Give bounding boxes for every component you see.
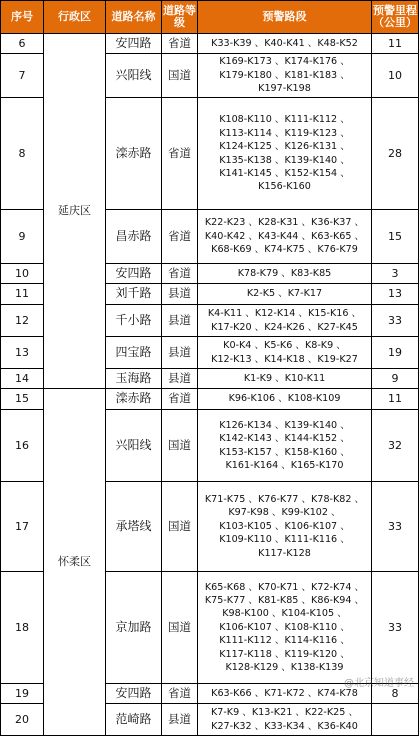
row-road-grade: 省道: [162, 389, 198, 410]
row-warning-segments: [198, 305, 372, 337]
segment-line: K12-K13 、K14-K18 、K19-K27: [211, 353, 358, 365]
segment-line: K106-K107 、K108-K110 、: [219, 621, 350, 633]
row-road-name: 兴阳线: [106, 54, 162, 98]
segment-line: K197-K198: [258, 83, 311, 95]
row-road-name: 承塔线: [106, 482, 162, 572]
table-body: [1, 34, 419, 736]
row-road-grade: 县道: [162, 305, 198, 337]
row-warning-length: 32: [372, 410, 419, 482]
segment-line: K40-K42 、K43-K44 、K63-K65 、: [204, 230, 365, 242]
header-district: 行政区: [44, 1, 106, 34]
row-road-name: 滦赤路: [106, 98, 162, 210]
table-header-row: [1, 1, 419, 34]
row-seq: 17: [1, 482, 44, 572]
district-cell-huairou: 怀柔区: [44, 389, 106, 736]
row-road-grade: 国道: [162, 410, 198, 482]
row-road-grade: 省道: [162, 684, 198, 704]
segment-line: K65-K68 、K70-K71 、K72-K74 、: [204, 581, 365, 593]
segment-line: K103-K105 、K106-K107 、: [219, 520, 350, 532]
segment-line: K7-K9 、K13-K21 、K22-K25 、: [210, 707, 359, 719]
row-seq: 12: [1, 305, 44, 337]
segment-line: K0-K4 、K5-K6 、K8-K9 、: [223, 340, 346, 352]
row-warning-length: 3: [372, 264, 419, 284]
row-road-grade: 县道: [162, 369, 198, 389]
header-seq: 序号: [1, 1, 44, 34]
segment-line: K22-K23 、K28-K31 、K36-K37 、: [204, 217, 365, 229]
row-warning-length: 11: [372, 389, 419, 410]
row-seq: 11: [1, 284, 44, 305]
row-seq: 16: [1, 410, 44, 482]
row-road-grade: 省道: [162, 34, 198, 54]
row-road-name: 京加路: [106, 572, 162, 684]
row-road-name: 昌赤路: [106, 210, 162, 264]
row-road-grade: 省道: [162, 210, 198, 264]
segment-line: K179-K180 、K181-K183 、: [219, 69, 350, 81]
row-road-grade: 国道: [162, 572, 198, 684]
row-warning-length: 28: [372, 98, 419, 210]
row-road-name: 范崎路: [106, 704, 162, 736]
row-warning-length: 33: [372, 482, 419, 572]
row-warning-segments: [198, 410, 372, 482]
row-road-grade: 县道: [162, 337, 198, 369]
segment-line: K75-K77 、K81-K85 、K86-K94 、: [204, 594, 365, 606]
row-warning-segments: [198, 337, 372, 369]
row-seq: 14: [1, 369, 44, 389]
segment-line: K111-K112 、K114-K116 、: [219, 635, 350, 647]
row-warning-segments: [198, 369, 372, 389]
table-row: [1, 34, 419, 54]
segment-line: K135-K138 、K139-K140 、: [219, 154, 350, 166]
row-warning-length: 33: [372, 572, 419, 684]
segment-line: K1-K9 、K10-K11: [243, 372, 326, 384]
row-seq: 13: [1, 337, 44, 369]
row-warning-length: 10: [372, 54, 419, 98]
district-cell-yanqing: 延庆区: [44, 34, 106, 389]
row-seq: 20: [1, 704, 44, 736]
row-warning-length: 8: [372, 684, 419, 704]
row-warning-segments: [198, 572, 372, 684]
header-grade: 道路等级: [162, 1, 198, 34]
row-seq: 6: [1, 34, 44, 54]
row-seq: 18: [1, 572, 44, 684]
row-warning-segments: [198, 98, 372, 210]
segment-line: K142-K143 、K144-K152 、: [219, 433, 350, 445]
segment-line: K68-K69 、K74-K75 、K76-K79: [211, 244, 358, 256]
row-seq: 8: [1, 98, 44, 210]
table-row: [1, 389, 419, 410]
row-road-grade: 县道: [162, 284, 198, 305]
row-road-grade: 省道: [162, 264, 198, 284]
header-segments: 预警路段: [198, 1, 372, 34]
row-road-name: 安四路: [106, 34, 162, 54]
row-road-name: 四宝路: [106, 337, 162, 369]
segment-line: K33-K39 、K40-K41 、K48-K52: [211, 37, 358, 49]
segment-line: K78-K79 、K83-K85: [237, 267, 332, 279]
segment-line: K141-K145 、K152-K154 、: [219, 167, 350, 179]
row-warning-length: 11: [372, 34, 419, 54]
row-warning-length: 33: [372, 305, 419, 337]
segment-line: K124-K125 、K126-K131 、: [219, 141, 350, 153]
header-length: 预警里程（公里）: [372, 1, 419, 34]
row-road-name: 安四路: [106, 684, 162, 704]
row-warning-length: 15: [372, 210, 419, 264]
row-seq: 15: [1, 389, 44, 410]
row-warning-segments: [198, 210, 372, 264]
row-road-grade: 县道: [162, 704, 198, 736]
row-road-grade: 国道: [162, 54, 198, 98]
segment-line: K153-K157 、K158-K160 、: [219, 446, 350, 458]
row-seq: 19: [1, 684, 44, 704]
segment-line: K2-K5 、K7-K17: [246, 288, 323, 300]
segment-line: K169-K173 、K174-K176 、: [219, 56, 350, 68]
row-warning-length: 9: [372, 369, 419, 389]
segment-line: K117-K118 、K119-K120 、: [219, 648, 350, 660]
segment-line: K156-K160: [258, 181, 311, 193]
segment-line: K161-K164 、K165-K170: [225, 459, 344, 471]
segment-line: K113-K114 、K119-K123 、: [219, 127, 350, 139]
row-road-grade: 省道: [162, 98, 198, 210]
segment-line: K71-K75 、K76-K77 、K78-K82 、: [204, 493, 365, 505]
segment-line: K96-K106 、K108-K109: [228, 393, 341, 405]
row-road-name: 安四路: [106, 264, 162, 284]
segment-line: K17-K20 、K24-K26 、K27-K45: [211, 321, 358, 333]
row-seq: 7: [1, 54, 44, 98]
row-warning-segments: [198, 704, 372, 736]
segment-line: K126-K134 、K139-K140 、: [219, 419, 350, 431]
row-seq: 9: [1, 210, 44, 264]
row-road-name: 滦赤路: [106, 389, 162, 410]
segment-line: K27-K32 、K33-K34 、K36-K40: [211, 720, 358, 732]
segment-line: K128-K129 、K138-K139: [225, 662, 344, 674]
header-road: 道路名称: [106, 1, 162, 34]
row-warning-segments: [198, 34, 372, 54]
watermark: @北京知道事经: [344, 678, 414, 689]
segment-line: K108-K110 、K111-K112 、: [219, 114, 350, 126]
row-road-name: 玉海路: [106, 369, 162, 389]
row-warning-length: 19: [372, 337, 419, 369]
row-seq: 10: [1, 264, 44, 284]
segment-line: K63-K66 、K71-K72 、K74-K78: [211, 687, 358, 699]
segment-line: K4-K11 、K12-K14 、K15-K16 、: [207, 308, 362, 320]
row-warning-segments: [198, 389, 372, 410]
row-warning-length: [372, 704, 419, 736]
segment-line: K109-K110 、K111-K116 、: [219, 534, 350, 546]
row-warning-segments: [198, 284, 372, 305]
row-warning-segments: [198, 482, 372, 572]
segment-line: K97-K98 、K99-K102 、: [228, 507, 341, 519]
segment-line: K98-K100 、K104-K105 、: [222, 608, 347, 620]
row-warning-segments: [198, 264, 372, 284]
row-warning-length: 13: [372, 284, 419, 305]
row-road-grade: 国道: [162, 482, 198, 572]
row-road-name: 千小路: [106, 305, 162, 337]
row-warning-segments: [198, 54, 372, 98]
segment-line: K117-K128: [258, 547, 311, 559]
row-road-name: 兴阳线: [106, 410, 162, 482]
row-road-name: 刘千路: [106, 284, 162, 305]
